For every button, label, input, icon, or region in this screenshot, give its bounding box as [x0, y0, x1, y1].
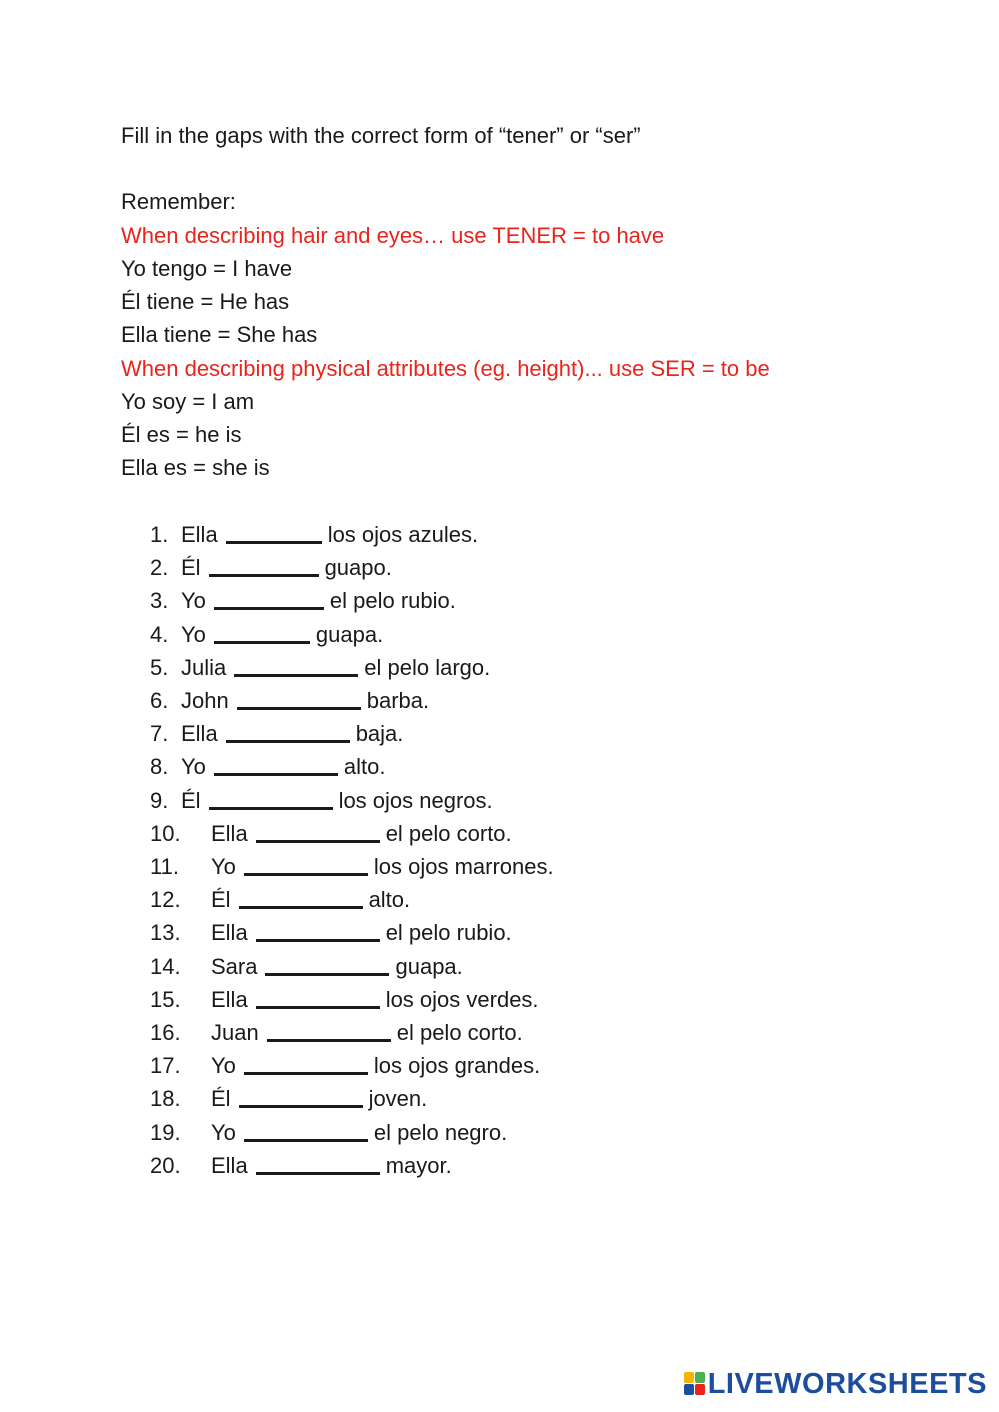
instructions-title: Fill in the gaps with the correct form of “tener” or “ser”: [121, 123, 641, 148]
exercise-rest: guapo.: [324, 555, 392, 581]
exercise-subject: Sara: [211, 953, 258, 979]
answer-blank[interactable]: [234, 652, 358, 677]
exercise-number: 9.: [150, 787, 169, 813]
answer-blank[interactable]: [256, 1150, 380, 1175]
exercise-number: 7.: [150, 721, 169, 747]
tener-rule: When describing hair and eyes… use TENER = to have: [121, 223, 665, 248]
exercise-sentence: [211, 983, 539, 1016]
exercise-number: 12.: [150, 887, 181, 913]
exercise-sentence: [181, 651, 490, 684]
exercise-sentence: [181, 684, 429, 717]
ser-form: Él es = he is: [121, 422, 242, 447]
exercise-number: 1.: [150, 522, 169, 547]
exercise-sentence: [181, 518, 478, 551]
exercise-rest: guapa.: [315, 621, 384, 647]
answer-blank[interactable]: [226, 519, 322, 544]
exercise-number: 2.: [150, 555, 169, 581]
exercise-rest: el pelo corto.: [396, 1020, 523, 1045]
exercise-rest: el pelo negro.: [373, 1119, 508, 1145]
answer-blank[interactable]: [256, 818, 380, 843]
exercise-number: 6.: [150, 688, 169, 713]
answer-blank[interactable]: [214, 619, 310, 644]
exercise-sentence: [211, 950, 463, 983]
answer-blank[interactable]: [239, 884, 363, 909]
exercise-sentence: [211, 1049, 540, 1082]
exercise-subject: Juan: [211, 1020, 259, 1045]
exercise-sentence: [211, 1116, 507, 1149]
exercise-rest: los ojos negros.: [338, 787, 493, 813]
ser-rule: When describing physical attributes (eg. height)... use SER = to be: [121, 356, 770, 381]
exercise-rest: guapa.: [395, 953, 463, 979]
ser-form: Yo soy = I am: [121, 389, 255, 414]
answer-blank[interactable]: [267, 1017, 391, 1042]
remember-label: Remember:: [121, 189, 236, 214]
exercise-rest: baja.: [355, 721, 404, 747]
exercise-number: 14.: [150, 953, 181, 979]
exercise-rest: el pelo rubio.: [385, 920, 512, 946]
exercise-rest: el pelo corto.: [385, 820, 512, 846]
exercise-rest: alto.: [343, 754, 386, 780]
exercise-number: 17.: [150, 1053, 181, 1079]
exercise-subject: Ella: [211, 1152, 248, 1178]
exercise-number: 4.: [150, 621, 169, 647]
answer-blank[interactable]: [209, 785, 333, 810]
answer-blank[interactable]: [239, 1083, 363, 1108]
exercise-subject: Él: [211, 1086, 231, 1112]
exercise-rest: joven.: [368, 1086, 428, 1112]
exercise-subject: Ella: [181, 721, 218, 747]
tener-form: Ella tiene = She has: [121, 322, 318, 347]
exercise-rest: barba.: [366, 688, 430, 713]
exercise-sentence: [211, 850, 554, 883]
answer-blank[interactable]: [214, 585, 324, 610]
exercise-number: 19.: [150, 1119, 181, 1145]
exercise-subject: Ella: [181, 522, 218, 547]
exercise-rest: mayor.: [385, 1152, 452, 1178]
exercise-sentence: [211, 916, 512, 949]
exercise-number: 5.: [150, 654, 169, 680]
exercise-number: 3.: [150, 588, 169, 614]
exercise-subject: Yo: [181, 621, 206, 647]
exercise-rest: los ojos azules.: [327, 522, 479, 547]
exercise-rest: el pelo rubio.: [329, 588, 456, 614]
exercise-sentence: [211, 817, 512, 850]
exercise-subject: Julia: [181, 654, 227, 680]
exercise-sentence: [181, 551, 392, 584]
exercise-sentence: [211, 1016, 523, 1049]
exercise-number: 16.: [150, 1020, 181, 1045]
exercise-number: 11.: [150, 854, 179, 879]
exercise-subject: Yo: [211, 1053, 236, 1079]
answer-blank[interactable]: [244, 851, 368, 876]
exercise-subject: Yo: [181, 754, 206, 780]
exercise-number: 15.: [150, 986, 181, 1012]
exercise-sentence: [181, 584, 456, 617]
answer-blank[interactable]: [256, 984, 380, 1009]
exercise-rest: los ojos verdes.: [385, 986, 539, 1012]
exercise-rest: los ojos grandes.: [373, 1053, 541, 1079]
exercise-subject: Ella: [211, 820, 248, 846]
answer-blank[interactable]: [237, 685, 361, 710]
answer-blank[interactable]: [265, 951, 389, 976]
answer-blank[interactable]: [214, 751, 338, 776]
exercise-subject: John: [181, 688, 229, 713]
exercise-subject: Yo: [211, 1119, 236, 1145]
ser-form: Ella es = she is: [121, 455, 270, 480]
exercise-rest: el pelo largo.: [364, 654, 491, 680]
answer-blank[interactable]: [209, 552, 319, 577]
exercise-rest: alto.: [368, 887, 411, 913]
exercise-subject: Yo: [211, 854, 236, 879]
exercise-sentence: [211, 1149, 452, 1182]
answer-blank[interactable]: [244, 1050, 368, 1075]
exercise-rest: los ojos marrones.: [373, 854, 554, 879]
exercise-number: 20.: [150, 1152, 181, 1178]
exercise-subject: Yo: [181, 588, 206, 614]
exercise-subject: Ella: [211, 986, 248, 1012]
exercise-subject: Él: [181, 555, 201, 581]
exercise-sentence: [181, 784, 493, 817]
exercise-subject: Ella: [211, 920, 248, 946]
exercise-subject: Él: [181, 787, 201, 813]
tener-form: Él tiene = He has: [121, 289, 290, 314]
answer-blank[interactable]: [226, 718, 350, 743]
exercise-number: 18.: [150, 1086, 181, 1112]
exercise-number: 13.: [150, 920, 181, 946]
exercise-number: 8.: [150, 754, 169, 780]
logo-text: LIVEWORKSHEETS: [707, 1367, 987, 1400]
exercise-sentence: [181, 618, 383, 651]
exercise-sentence: [211, 1082, 427, 1115]
tener-form: Yo tengo = I have: [121, 256, 293, 281]
answer-blank[interactable]: [256, 917, 380, 942]
exercise-sentence: [181, 717, 403, 750]
exercise-sentence: [181, 750, 385, 783]
exercise-sentence: [211, 883, 410, 916]
answer-blank[interactable]: [244, 1117, 368, 1142]
exercise-subject: Él: [211, 887, 231, 913]
exercise-number: 10.: [150, 820, 181, 846]
liveworksheets-logo-icon: [684, 1372, 706, 1396]
liveworksheets-logo: [684, 1368, 987, 1400]
